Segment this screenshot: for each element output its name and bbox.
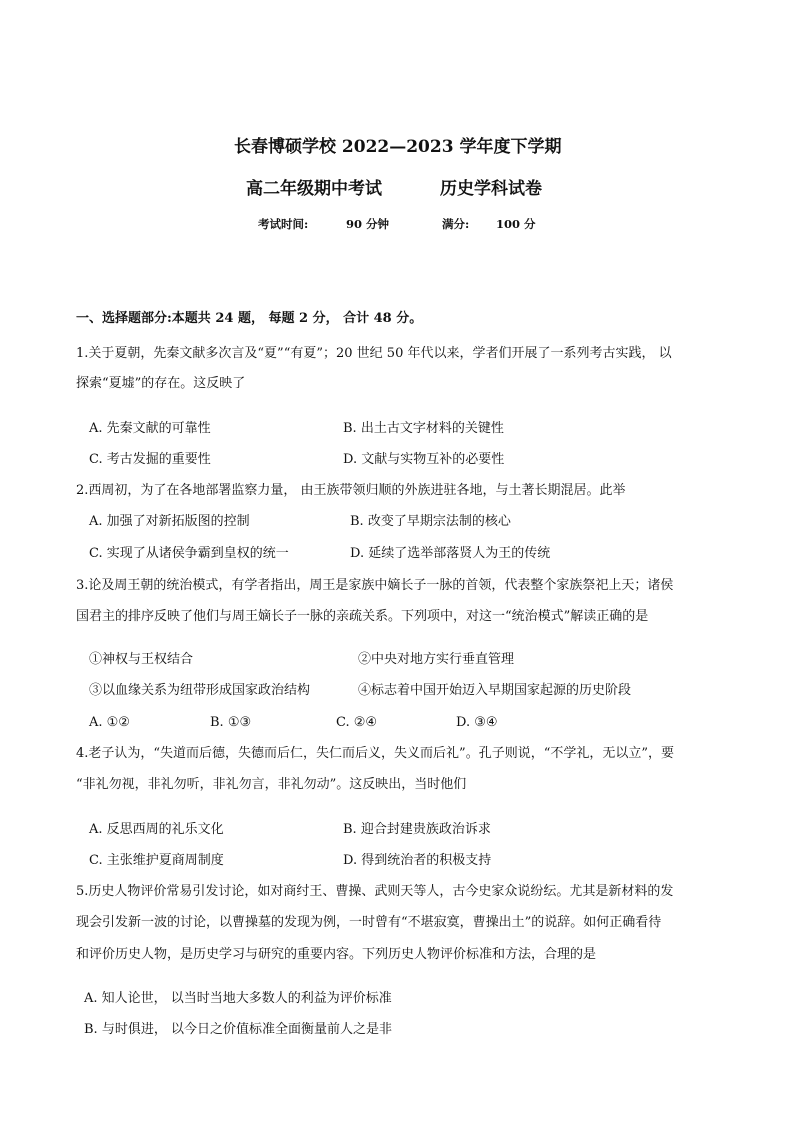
exam-title-subject: 历史学科试卷	[440, 179, 542, 199]
exam-time-value: 90 分钟	[346, 217, 390, 231]
q2-stem-line1: 2.西周初，为了在各地部署监察力量， 由王族带领归顺的外族进驻各地，与土著长期混居。此举	[76, 483, 626, 498]
q4-option-a: A. 反思西周的礼乐文化	[89, 822, 224, 837]
q5-stem-line1: 5.历史人物评价常易引发讨论，如对商纣王、曹操、武则天等人，古今史家众说纷纭。尤其是新材料的发	[76, 884, 674, 899]
q3-item-1: ①神权与王权结合	[89, 652, 194, 667]
q1-stem-line2: 探索“夏墟”的存在。这反映了	[76, 376, 246, 391]
q1-option-a: A. 先秦文献的可靠性	[89, 421, 211, 436]
q2-option-a: A. 加强了对新拓版图的控制	[89, 514, 250, 529]
exam-time-label: 考试时间:	[258, 217, 309, 231]
q1-option-b: B. 出土古文字材料的关键性	[343, 421, 504, 436]
exam-title-grade: 高二年级期中考试	[246, 179, 382, 199]
q5-stem-line3: 和评价历史人物，是历史学习与研究的重要内容。下列历史人物评价标准和方法，合理的是	[76, 947, 597, 962]
q1-stem-line1: 1.关于夏朝，先秦文献多次言及“夏”“有夏”；20 世纪 50 年代以来，学者们开展了一系列考古实践， 以	[76, 346, 672, 361]
q3-item-2: ②中央对地方实行垂直管理	[358, 652, 515, 667]
full-score-value: 100 分	[496, 217, 536, 231]
q2-option-d: D. 延续了选举部落贤人为王的传统	[350, 546, 551, 561]
q1-option-d: D. 文献与实物互补的必要性	[343, 452, 505, 467]
q3-item-3: ③以血缘关系为纽带形成国家政治结构	[89, 683, 311, 698]
q5-option-a: A. 知人论世， 以当时当地大多数人的利益为评价标准	[84, 991, 392, 1006]
q2-option-c: C. 实现了从诸侯争霸到皇权的统一	[89, 546, 289, 561]
full-score-label: 满分:	[442, 217, 470, 231]
q4-option-c: C. 主张维护夏商周制度	[89, 853, 224, 868]
q3-option-d: D. ③④	[456, 715, 498, 730]
q3-item-4: ④标志着中国开始迈入早期国家起源的历史阶段	[358, 683, 632, 698]
section-heading: 一、选择题部分:本题共 24 题， 每题 2 分， 合计 48 分。	[76, 311, 423, 326]
q4-option-d: D. 得到统治者的积极支持	[343, 853, 492, 868]
q5-stem-line2: 现会引发新一波的讨论，以曹操墓的发现为例，一时曾有“不堪寂寞，曹操出土”的说辞。如何正确看待	[76, 915, 662, 930]
q3-stem-line1: 3.论及周王朝的统治模式，有学者指出，周王是家族中嫡长子一脉的首领，代表整个家族祭祀上天；诸侯	[76, 578, 674, 593]
q2-option-b: B. 改变了早期宗法制的核心	[350, 514, 511, 529]
exam-title-line1: 长春博硕学校 2022—2023 学年度下学期	[234, 137, 562, 157]
q4-stem-line2: “非礼勿视，非礼勿听，非礼勿言，非礼勿动”。这反映出，当时他们	[76, 777, 467, 792]
q1-option-c: C. 考古发掘的重要性	[89, 452, 211, 467]
q3-option-a: A. ①②	[89, 715, 130, 730]
q3-option-c: C. ②④	[336, 715, 378, 730]
q3-stem-line2: 国君主的排序反映了他们与周王嫡长子一脉的亲疏关系。下列项中，对这一“统治模式”解读正确的是	[76, 609, 649, 624]
q3-option-b: B. ①③	[210, 715, 252, 730]
q4-stem-line1: 4.老子认为，“失道而后德，失德而后仁，失仁而后义，失义而后礼”。孔子则说，“不学礼，无以立”，要	[76, 746, 674, 761]
q5-option-b: B. 与时俱进， 以今日之价值标准全面衡量前人之是非	[84, 1022, 392, 1037]
q4-option-b: B. 迎合封建贵族政治诉求	[343, 822, 491, 837]
